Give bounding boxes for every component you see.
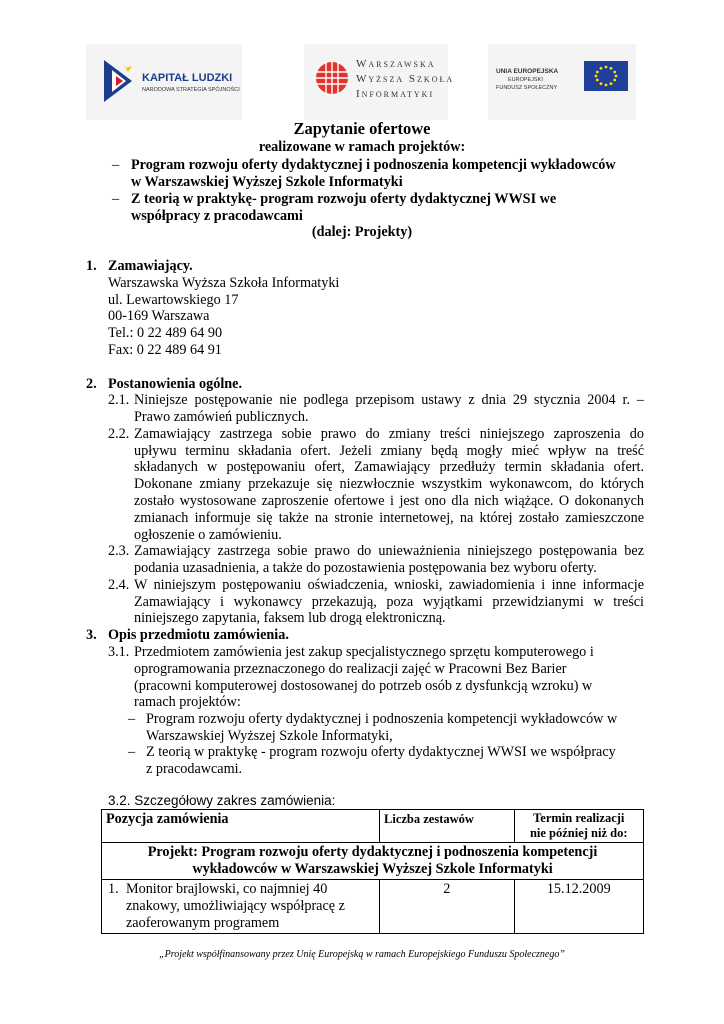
point-2-2-line: Zamawiający zastrzega sobie prawo do zmiany treści niniejszego zaproszenia do <box>134 426 644 442</box>
point-2-1-number: 2.1. <box>108 392 130 408</box>
eu-label-line1: UNIA EUROPEJSKA <box>496 68 559 75</box>
bullet1-dash: – <box>128 711 136 727</box>
point-2-2-line: Dokonane zmiany przekazuje się niezwłocznie wszystkim wykonawcom, do których <box>134 476 644 492</box>
item-quantity: 2 <box>443 881 451 897</box>
eu-label-line2: EUROPEJSKI <box>508 77 543 83</box>
project-group-cell <box>102 843 644 880</box>
project1-dash: – <box>112 157 120 173</box>
column-header-position-label: Pozycja zamówienia <box>106 811 229 827</box>
kapital-ludzki-subtitle: NARODOWA STRATEGIA SPÓJNOŚCI <box>142 87 240 93</box>
point-2-2-line: składanych w postępowaniu ofert, Zamawiający przedłuży termin składania ofert. <box>134 459 644 475</box>
point-3-1-line: (pracowni komputerowej dostosowanej do potrzeb osób z dysfunkcją wzroku) w <box>134 678 593 694</box>
point-2-2-line: zostało wystosowane zaproszenie ofertowe i jest ono dla nich wiążące. O dokonanych <box>134 493 644 509</box>
project1-line1: Program rozwoju oferty dydaktycznej i podnoszenia kompetencji wykładowców <box>131 157 616 173</box>
item-number: 1. <box>108 881 119 897</box>
wwsi-globe-icon <box>314 60 350 96</box>
point-3-1-number: 3.1. <box>108 644 130 660</box>
point-2-4-line: niniejszego zapytania, faksem lub drogą elektroniczną. <box>134 610 446 626</box>
projects-alias: (dalej: Projekty) <box>311 224 413 240</box>
column-header-position <box>102 810 380 843</box>
logo-eu-efs <box>488 44 636 120</box>
document-subtitle: realizowane w ramach projektów: <box>258 139 466 155</box>
point-2-4-line: W niniejszym postępowaniu oświadczenia, wnioski, zawiadomienia i inne informacje <box>134 577 644 593</box>
wwsi-name-line3: Informatyki <box>356 88 435 100</box>
bullet1-line: Program rozwoju oferty dydaktycznej i podnoszenia kompetencji wykładowców w <box>146 711 618 727</box>
contact-line: Fax: 0 22 489 64 91 <box>108 342 222 358</box>
wwsi-name-line1: Warszawska <box>356 58 436 70</box>
order-scope-table <box>101 809 644 934</box>
project-group-line2: wykładowców w Warszawskiej Wyższej Szkole Informatyki <box>192 861 553 877</box>
bullet2-line: Z teorią w praktykę - program rozwoju oferty dydaktycznej WWSI we współpracy <box>146 744 616 760</box>
bullet2-line: z pracodawcami. <box>146 761 243 777</box>
section3-heading: Opis przedmiotu zamówienia. <box>108 627 289 643</box>
column-header-quantity <box>380 810 514 843</box>
column-header-deadline-line1: Termin realizacji <box>533 811 625 825</box>
item-deadline: 15.12.2009 <box>546 881 611 897</box>
point-3-2-heading: 3.2. Szczegółowy zakres zamówienia: <box>108 793 336 808</box>
project1-line2: w Warszawskiej Wyższej Szkole Informatyki <box>131 174 403 190</box>
table-header-row <box>102 810 644 843</box>
point-2-1-line: Prawo zamówień publicznych. <box>134 409 309 425</box>
column-header-deadline <box>514 810 644 843</box>
section1-number: 1. <box>86 258 97 274</box>
item-description-line: znakowy, umożliwiający współpracę z <box>126 898 345 914</box>
contact-line: Warszawska Wyższa Szkoła Informatyki <box>108 275 340 291</box>
column-header-deadline-line2: nie później niż do: <box>529 826 628 840</box>
item-quantity-cell <box>380 880 514 934</box>
logo-kapital-ludzki <box>86 44 242 120</box>
contact-line: ul. Lewartowskiego 17 <box>108 292 239 308</box>
kapital-ludzki-title: KAPITAŁ LUDZKI <box>142 72 233 84</box>
document-title: Zapytanie ofertowe <box>293 119 431 138</box>
item-deadline-cell <box>514 880 644 934</box>
point-2-3-line: podania uzasadnienia, a także do pozostawienia postępowania bez wyboru oferty. <box>134 560 597 576</box>
eu-label-line3: FUNDUSZ SPOŁECZNY <box>496 85 558 91</box>
contact-line: 00-169 Warszawa <box>108 308 210 324</box>
cofinancing-footer: „Projekt współfinansowany przez Unię Europejską w ramach Europejskiego Funduszu Społecznego” <box>159 949 565 960</box>
project2-line1: Z teorią w praktykę- program rozwoju oferty dydaktycznej WWSI we <box>131 191 557 207</box>
project2-dash: – <box>112 191 120 207</box>
wwsi-name-line2: Wyższa Szkoła <box>356 73 455 85</box>
section2-number: 2. <box>86 376 97 392</box>
point-3-1-line: oprogramowania przeznaczonego do realizacji zajęć w Pracowni Bez Barier <box>134 661 567 677</box>
project-group-line1: Projekt: Program rozwoju oferty dydaktycznej i podnoszenia kompetencji <box>147 844 598 860</box>
eu-flag-icon <box>584 61 628 91</box>
section1-heading: Zamawiający. <box>108 258 193 274</box>
point-2-1-line: Niniejsze postępowanie nie podlega przepisom ustawy z dnia 29 stycznia 2004 r. – <box>134 392 644 408</box>
item-description-line: Monitor brajlowski, co najmniej 40 <box>126 881 328 897</box>
point-2-4-number: 2.4. <box>108 577 130 593</box>
point-2-2-line: upływu terminu składania ofert. Jeżeli zmiany będą mogły mieć wpływ na treść <box>134 443 644 459</box>
logo-wwsi <box>304 44 455 120</box>
section3-number: 3. <box>86 627 97 643</box>
project-group-row <box>102 843 644 880</box>
contact-line: Tel.: 0 22 489 64 90 <box>108 325 223 341</box>
project2-line2: współpracy z pracodawcami <box>131 208 303 224</box>
point-2-3-line: Zamawiający zastrzega sobie prawo do unieważnienia niniejszego postępowania bez <box>134 543 644 559</box>
section2-heading: Postanowienia ogólne. <box>108 376 242 392</box>
point-3-1-line: ramach projektów: <box>134 694 241 710</box>
point-2-2-line: ogłoszenie o zamówieniu. <box>134 527 282 543</box>
point-3-1-line: Przedmiotem zamówienia jest zakup specjalistycznego sprzętu komputerowego i <box>134 644 594 660</box>
bullet2-dash: – <box>128 744 136 760</box>
point-2-4-line: Zamawiający i wykonawcy przekazują, poza wyjątkami przewidzianymi w treści <box>134 594 644 610</box>
item-description-cell <box>102 880 380 934</box>
point-2-3-number: 2.3. <box>108 543 130 559</box>
item-description-line: zaoferowanym programem <box>126 915 280 931</box>
column-header-quantity-label: Liczba zestawów <box>384 812 474 826</box>
table-row <box>102 880 644 934</box>
point-2-2-line: zmianach informuje się także na stronie internetowej, na której zostało zamieszczone <box>134 510 644 526</box>
point-2-2-number: 2.2. <box>108 426 130 442</box>
kapital-ludzki-emblem-icon <box>102 58 136 104</box>
bullet1-line: Warszawskiej Wyższej Szkole Informatyki, <box>146 728 393 744</box>
